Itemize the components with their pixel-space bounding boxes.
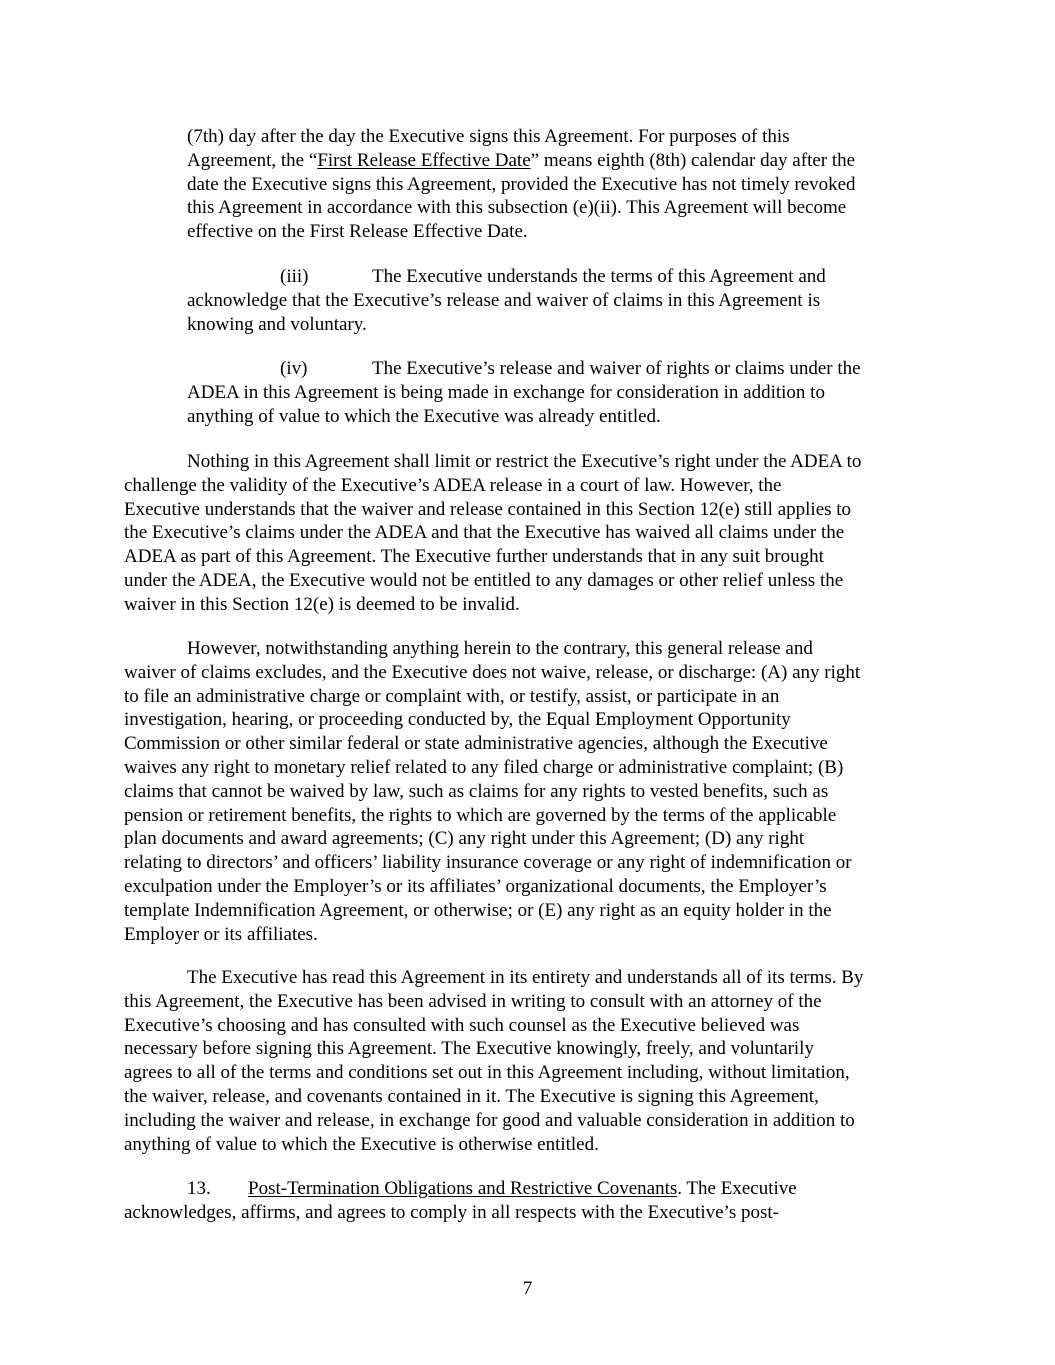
text-line: ADEA as part of this Agreement. The Executive further understands that in any suit brought xyxy=(124,546,824,568)
paragraph-knowing-consent xyxy=(124,966,863,1156)
text-line: Nothing in this Agreement shall limit or restrict the Executive’s right under the ADEA to xyxy=(187,451,862,472)
text-line xyxy=(187,265,826,289)
text-line: exculpation under the Employer’s or its affiliates’ organizational documents, the Employer’s xyxy=(124,875,827,897)
text-line: agrees to all of the terms and conditions set out in this Agreement including, without limitation, xyxy=(124,1062,850,1084)
text-line: necessary before signing this Agreement. The Executive knowingly, freely, and voluntarily xyxy=(124,1038,814,1060)
subsection-iv xyxy=(187,357,861,428)
text-line: anything of value to which the Executive was already entitled. xyxy=(187,405,661,427)
text-line: template Indemnification Agreement, or otherwise; or (E) any right as an equity holder in the xyxy=(124,899,832,921)
text-fragment: . The Executive xyxy=(677,1178,797,1199)
text-fragment: The Executive’s release and waiver of rights or claims under the xyxy=(372,358,861,379)
text-line: date the Executive signs this Agreement, provided the Executive has not timely revoked xyxy=(187,173,856,195)
text-line: including the waiver and release, in exchange for good and valuable consideration in addition to xyxy=(124,1109,855,1131)
section-13 xyxy=(124,1177,797,1225)
text-line: under the ADEA, the Executive would not be entitled to any damages or other relief unless the xyxy=(124,569,844,591)
text-line xyxy=(187,149,856,173)
text-line: relating to directors’ and officers’ liability insurance coverage or any right of indemnification or xyxy=(124,852,852,874)
text-line: claims that cannot be waived by law, such as claims for any rights to vested benefits, such as xyxy=(124,780,829,802)
text-fragment: Agreement, the “ xyxy=(187,149,318,171)
text-line: However, notwithstanding anything herein to the contrary, this general release and xyxy=(187,638,813,659)
text-line: waives any right to monetary relief related to any filed charge or administrative complaint; (B) xyxy=(124,756,844,778)
text-line: ADEA in this Agreement is being made in exchange for consideration in addition to xyxy=(187,381,825,403)
text-line: to file an administrative charge or complaint with, or testify, assist, or participate in an xyxy=(124,685,780,707)
text-line: pension or retirement benefits, the rights to which are governed by the terms of the applicable xyxy=(124,804,837,826)
text-line: investigation, hearing, or proceeding conducted by, the Equal Employment Opportunity xyxy=(124,709,791,731)
text-line: Commission or other similar federal or state administrative agencies, although the Executive xyxy=(124,733,828,755)
text-line: Executive’s choosing and has consulted with such counsel as the Executive believed was xyxy=(124,1014,800,1036)
paragraph-release-effective-date xyxy=(187,125,856,244)
subsection-label: (iii) xyxy=(280,266,309,287)
paragraph-adea-challenge xyxy=(124,450,861,617)
paragraph-release-exclusions xyxy=(124,637,860,946)
page-number: 7 xyxy=(522,1278,533,1299)
text-line: acknowledges, affirms, and agrees to comply in all respects with the Executive’s post- xyxy=(124,1201,779,1223)
text-line: anything of value to which the Executive is otherwise entitled. xyxy=(124,1133,599,1155)
text-fragment: ” means eighth (8th) calendar day after the xyxy=(530,149,856,171)
text-line: this Agreement, the Executive has been advised in writing to consult with an attorney of the xyxy=(124,990,822,1012)
text-line: the Executive’s claims under the ADEA and that the Executive has waived all claims under the xyxy=(124,522,845,544)
subsection-label: (iv) xyxy=(280,358,308,379)
text-line: effective on the First Release Effective Date. xyxy=(187,221,528,243)
section-heading: Post-Termination Obligations and Restrictive Covenants xyxy=(248,1178,678,1199)
text-line: knowing and voluntary. xyxy=(187,313,367,335)
text-line: Executive understands that the waiver and release contained in this Section 12(e) still applies to xyxy=(124,498,852,520)
text-line: (7th) day after the day the Executive signs this Agreement. For purposes of this xyxy=(187,126,790,147)
text-line: waiver of claims excludes, and the Executive does not waive, release, or discharge: (A) any right xyxy=(124,661,861,683)
text-line: challenge the validity of the Executive’s ADEA release in a court of law. However, the xyxy=(124,474,782,496)
defined-term-first-release-effective-date: First Release Effective Date xyxy=(317,149,531,171)
text-line: the waiver, release, and covenants contained in it. The Executive is signing this Agreement, xyxy=(124,1085,819,1107)
text-line: plan documents and award agreements; (C) any right under this Agreement; (D) any right xyxy=(124,828,805,850)
text-fragment: The Executive understands the terms of this Agreement and xyxy=(372,266,826,287)
text-line: The Executive has read this Agreement in its entirety and understands all of its terms. By xyxy=(187,967,864,988)
text-line xyxy=(187,357,861,381)
text-line: Employer or its affiliates. xyxy=(124,923,318,945)
text-line: acknowledge that the Executive’s release and waiver of claims in this Agreement is xyxy=(187,289,821,311)
text-line: this Agreement in accordance with this subsection (e)(ii). This Agreement will become xyxy=(187,197,847,219)
subsection-iii xyxy=(187,265,826,336)
text-line: waiver in this Section 12(e) is deemed to be invalid. xyxy=(124,593,520,615)
text-line xyxy=(124,1177,797,1201)
section-number: 13. xyxy=(187,1178,211,1199)
